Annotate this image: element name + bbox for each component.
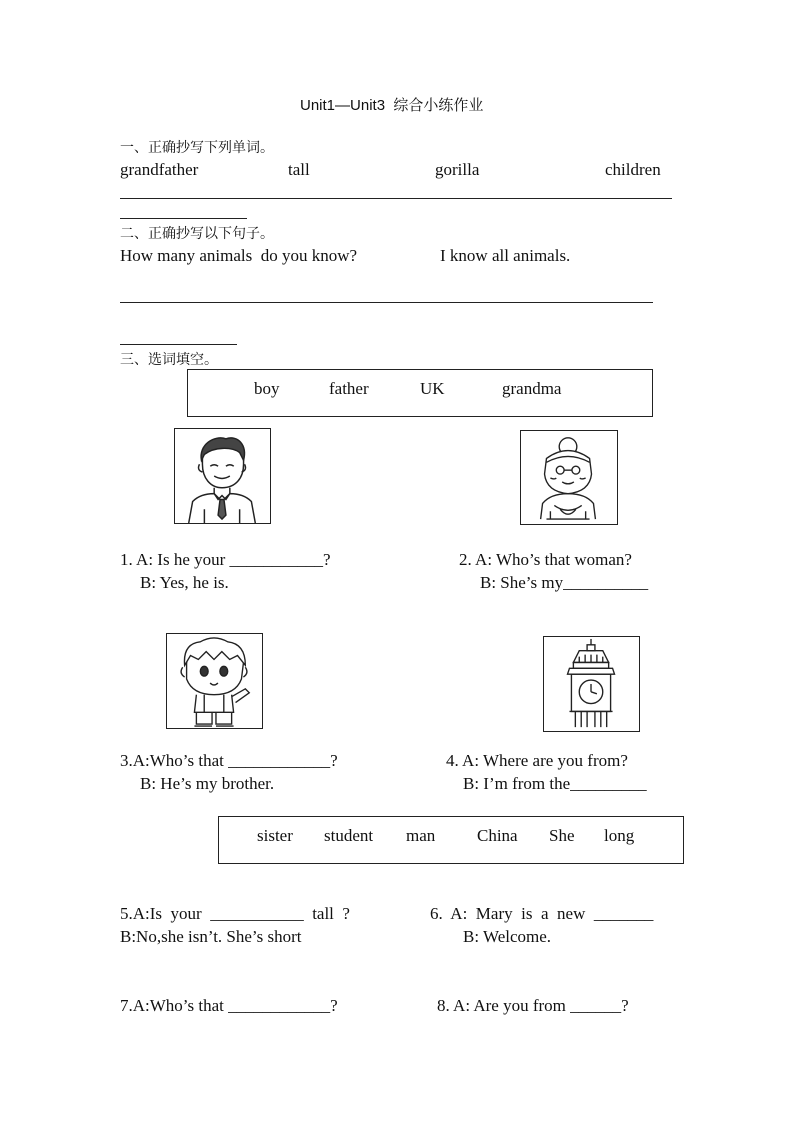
word-bank-item: UK <box>420 379 445 398</box>
word-bank-2 <box>218 816 684 864</box>
word-bank-item: long <box>604 826 635 845</box>
grandma-picture <box>520 430 618 525</box>
boy-illustration <box>167 634 262 728</box>
question-5-a: 5.A:Is your ___________ tall ? <box>120 904 350 923</box>
man-illustration <box>175 429 270 523</box>
grandma-illustration <box>521 431 617 524</box>
question-5-b: B:No,she isn’t. She’s short <box>120 927 302 946</box>
question-6-a: 6. A: Mary is a new _______ <box>430 904 654 923</box>
word-bank-item: grandma <box>502 379 562 398</box>
writing-line[interactable] <box>120 344 237 345</box>
word-bank-item: student <box>324 826 374 845</box>
word-bank-item: China <box>477 826 518 845</box>
man-picture <box>174 428 271 524</box>
question-2-a: 2. A: Who’s that woman? <box>459 550 632 569</box>
writing-line[interactable] <box>120 302 653 303</box>
writing-line[interactable] <box>120 218 247 219</box>
question-2-b: B: She’s my__________ <box>480 573 649 592</box>
question-8-a: 8. A: Are you from ______? <box>437 996 629 1015</box>
word-children: children <box>605 160 661 179</box>
big-ben-picture <box>543 636 640 732</box>
question-4-a: 4. A: Where are you from? <box>446 751 628 770</box>
word-bank-item: She <box>549 826 575 845</box>
question-6-b: B: Welcome. <box>463 927 552 946</box>
question-3-b: B: He’s my brother. <box>140 774 275 793</box>
word-bank-item: man <box>406 826 436 845</box>
word-gorilla: gorilla <box>435 160 480 179</box>
word-bank-item: father <box>329 379 369 398</box>
boy-picture <box>166 633 263 729</box>
section1-heading: 一、正确抄写下列单词。 <box>120 139 274 155</box>
question-1-b: B: Yes, he is. <box>140 573 229 592</box>
question-3-a: 3.A:Who’s that ____________? <box>120 751 338 770</box>
question-1-a: 1. A: Is he your ___________? <box>120 550 331 569</box>
word-grandfather: grandfather <box>120 160 199 179</box>
sentence-2: I know all animals. <box>440 246 571 265</box>
page-title: Unit1—Unit3 综合小练作业 <box>300 97 484 114</box>
big-ben-illustration <box>544 637 639 731</box>
word-bank-item: boy <box>254 379 280 398</box>
section3-heading: 三、选词填空。 <box>120 351 218 367</box>
section2-heading: 二、正确抄写以下句子。 <box>120 225 274 241</box>
writing-line[interactable] <box>120 198 672 199</box>
word-tall: tall <box>288 160 310 179</box>
question-4-b: B: I’m from the_________ <box>463 774 647 793</box>
question-7-a: 7.A:Who’s that ____________? <box>120 996 338 1015</box>
word-bank-1 <box>187 369 653 417</box>
word-bank-item: sister <box>257 826 293 845</box>
sentence-1: How many animals do you know? <box>120 246 358 265</box>
